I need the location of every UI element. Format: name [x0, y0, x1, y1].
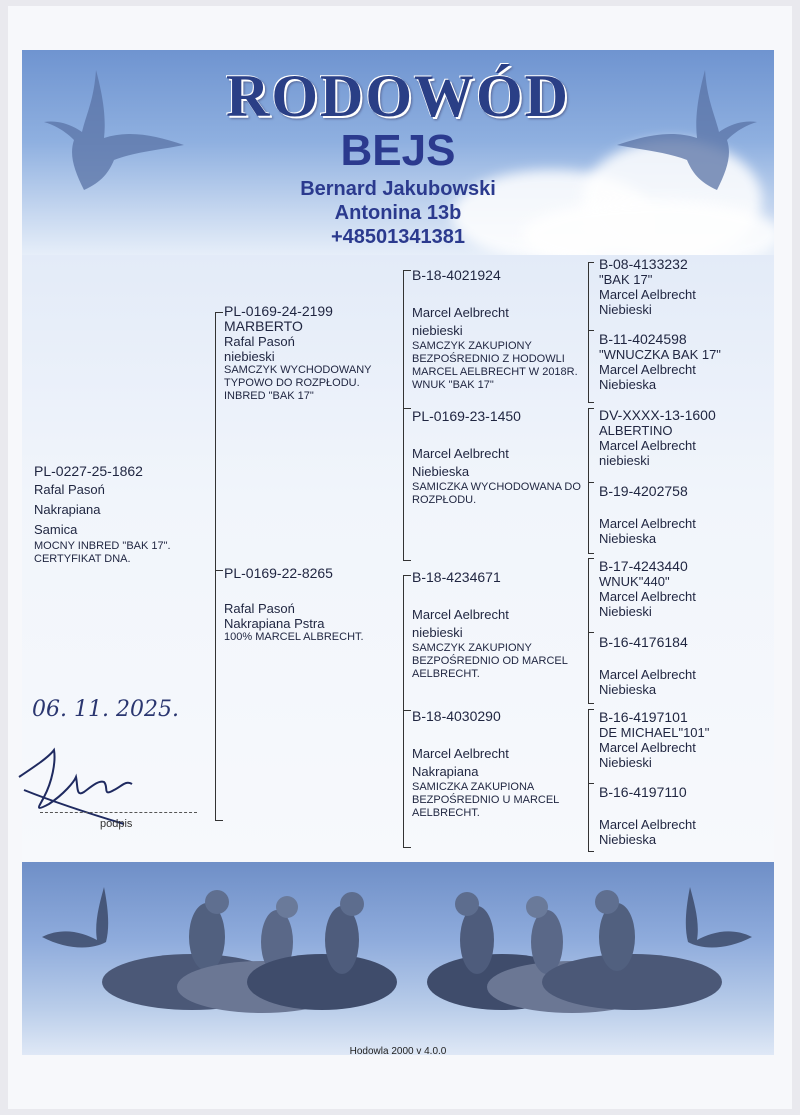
father-bird — [224, 304, 402, 403]
document-title: RODOWÓD — [226, 63, 570, 129]
owner-name: Bernard Jakubowski — [300, 178, 496, 200]
maternal-grandmother — [412, 709, 584, 820]
signature-line — [40, 812, 197, 813]
signature-label: podpis — [100, 818, 133, 830]
gg3-color: niebieski — [599, 453, 650, 468]
subject-ring: PL-0227-25-1862 — [34, 463, 143, 479]
great-grandparent-1 — [599, 257, 769, 317]
gg3-ring: DV-XXXX-13-1600 — [599, 407, 716, 423]
subject-bird — [34, 464, 209, 566]
gg5-color: Niebieski — [599, 604, 652, 619]
gg3-name: ALBERTINO — [599, 423, 673, 438]
father-name: MARBERTO — [224, 318, 303, 334]
great-grandparent-6 — [599, 635, 769, 697]
gg5-name: WNUK"440" — [599, 574, 670, 589]
paternal-grandfather — [412, 268, 584, 392]
fm-note: SAMICZKA WYCHODOWANA DO ROZPŁODU. — [412, 481, 581, 506]
great-grandparent-3 — [599, 408, 769, 468]
gg1-ring: B-08-4133232 — [599, 256, 688, 272]
owner-phone: +48501341381 — [330, 226, 466, 248]
subject-breeder: Rafal Pasoń — [34, 482, 105, 497]
great-grandparent-8 — [599, 785, 769, 847]
mf-breeder: Marcel Aelbrecht — [412, 607, 509, 622]
mm-breeder: Marcel Aelbrecht — [412, 746, 509, 761]
ff-note: SAMCZYK ZAKUPIONY BEZPOŚREDNIO Z HODOWLI MARCEL AELBRECHT W 2018R. WNUK "BAK 17" — [412, 340, 578, 391]
maternal-grandfather — [412, 570, 584, 681]
subject-note: MOCNY INBRED "BAK 17". CERTYFIKAT DNA. — [34, 540, 171, 565]
connector-mm — [588, 709, 589, 851]
gg6-color: Niebieska — [599, 682, 657, 697]
owner-address: Antonina 13b — [334, 202, 462, 224]
great-grandparent-5 — [599, 559, 769, 619]
gg8-ring: B-16-4197110 — [599, 784, 687, 800]
software-version: Hodowla 2000 v 4.0.0 — [349, 1046, 447, 1055]
connector-ff — [588, 262, 589, 402]
mother-breeder: Rafal Pasoń — [224, 601, 295, 616]
gg8-breeder: Marcel Aelbrecht — [599, 817, 696, 832]
gg5-ring: B-17-4243440 — [599, 558, 688, 574]
footer-banner — [22, 862, 774, 1055]
great-grandparent-2 — [599, 332, 769, 392]
handwritten-signature-icon — [14, 742, 174, 832]
gg1-breeder: Marcel Aelbrecht — [599, 287, 696, 302]
mf-note: SAMCZYK ZAKUPIONY BEZPOŚREDNIO OD MARCEL AELBRECHT. — [412, 642, 568, 680]
subject-color: Nakrapiana — [34, 502, 101, 517]
gg5-breeder: Marcel Aelbrecht — [599, 589, 696, 604]
gg4-ring: B-19-4202758 — [599, 483, 688, 499]
mm-ring: B-18-4030290 — [412, 708, 501, 724]
pigeons-group-icon — [22, 862, 774, 1042]
great-grandparent-7 — [599, 710, 769, 770]
mf-color: niebieski — [412, 625, 463, 640]
gg2-name: "WNUCZKA BAK 17" — [599, 347, 721, 362]
fm-breeder: Marcel Aelbrecht — [412, 446, 509, 461]
mf-ring: B-18-4234671 — [412, 569, 501, 585]
gg7-color: Niebieski — [599, 755, 652, 770]
father-breeder: Rafal Pasoń — [224, 334, 295, 349]
ff-ring: B-18-4021924 — [412, 267, 501, 283]
gg1-color: Niebieski — [599, 302, 652, 317]
gg4-breeder: Marcel Aelbrecht — [599, 516, 696, 531]
gg2-ring: B-11-4024598 — [599, 331, 687, 347]
gg2-color: Niebieska — [599, 377, 657, 392]
connector-fm — [588, 408, 589, 553]
mother-note: 100% MARCEL ALBRECHT. — [224, 631, 364, 643]
connector-mf — [588, 558, 589, 703]
gg6-ring: B-16-4176184 — [599, 634, 688, 650]
ff-color: niebieski — [412, 323, 463, 338]
mother-color: Nakrapiana Pstra — [224, 616, 325, 631]
subject-sex: Samica — [34, 522, 78, 537]
gg7-breeder: Marcel Aelbrecht — [599, 740, 696, 755]
mother-bird — [224, 566, 402, 644]
gg7-ring: B-16-4197101 — [599, 709, 688, 725]
gg7-name: DE MICHAEL"101" — [599, 725, 710, 740]
gg1-name: "BAK 17" — [599, 272, 653, 287]
gg2-breeder: Marcel Aelbrecht — [599, 362, 696, 377]
fm-ring: PL-0169-23-1450 — [412, 408, 521, 424]
gg6-breeder: Marcel Aelbrecht — [599, 667, 696, 682]
connector-mother — [403, 575, 404, 847]
paternal-grandmother — [412, 409, 584, 507]
header-banner — [22, 50, 774, 255]
ff-breeder: Marcel Aelbrecht — [412, 305, 509, 320]
father-color: niebieski — [224, 349, 275, 364]
father-ring: PL-0169-24-2199 — [224, 303, 333, 319]
great-grandparent-4 — [599, 484, 769, 546]
mm-note: SAMICZKA ZAKUPIONA BEZPOŚREDNIO U MARCEL AELBRECHT. — [412, 781, 559, 819]
father-note: SAMCZYK WYCHODOWANY TYPOWO DO ROZPŁODU. INBRED "BAK 17" — [224, 364, 372, 402]
loft-name: BEJS — [340, 126, 456, 175]
mm-color: Nakrapiana — [412, 764, 479, 779]
connector-father — [403, 270, 404, 560]
gg4-color: Niebieska — [599, 531, 657, 546]
mother-ring: PL-0169-22-8265 — [224, 565, 333, 581]
signature-date: 06. 11. 2025. — [32, 697, 179, 722]
connector-gen1 — [215, 312, 216, 820]
gg8-color: Niebieska — [599, 832, 657, 847]
gg3-breeder: Marcel Aelbrecht — [599, 438, 696, 453]
fm-color: Niebieska — [412, 464, 470, 479]
